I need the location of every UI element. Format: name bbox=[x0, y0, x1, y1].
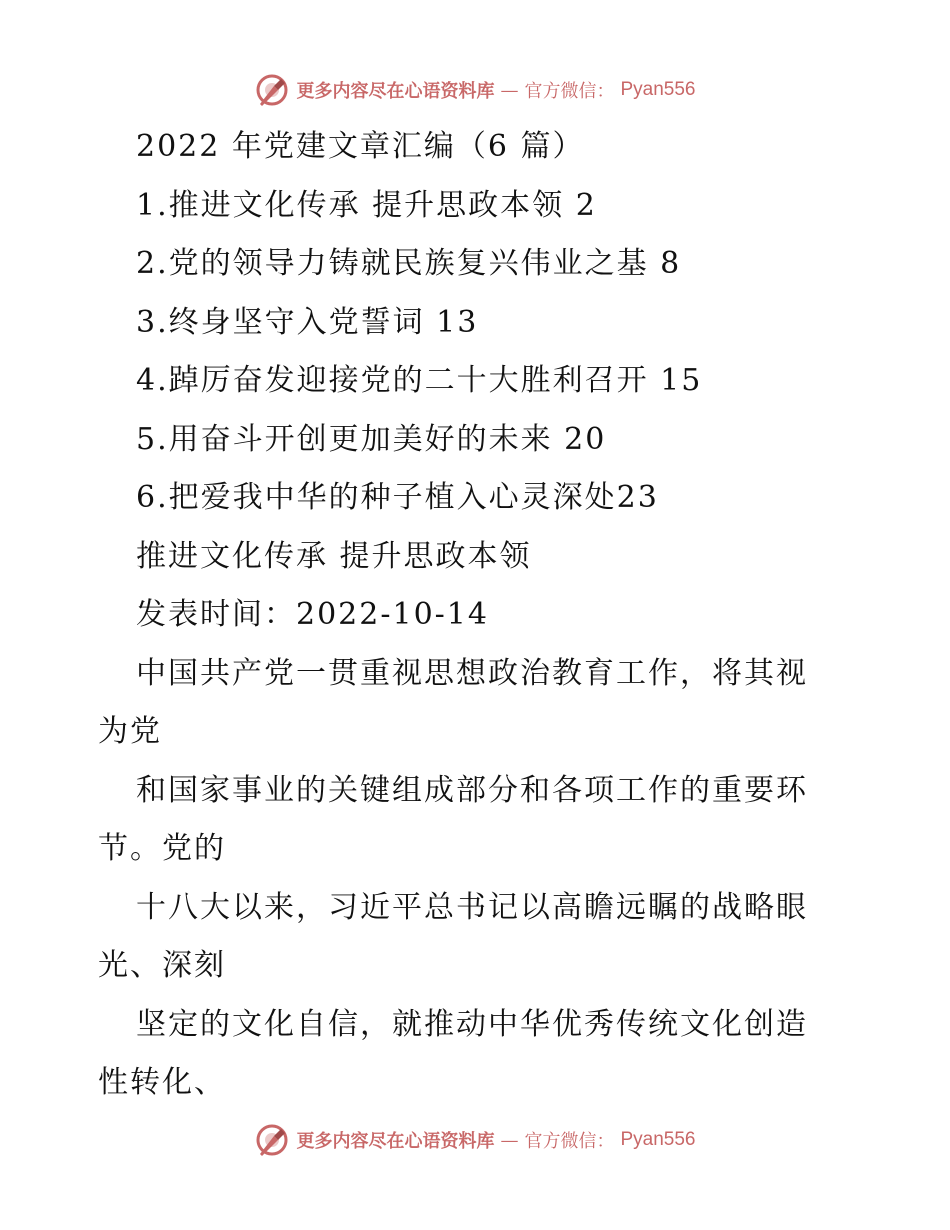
watermark-site-text: 更多内容尽在心语资料库 bbox=[296, 1131, 495, 1152]
footer-watermark bbox=[0, 1120, 950, 1160]
toc-title: 2022 年党建文章汇编（6 篇） bbox=[136, 129, 585, 164]
toc-item-6: 6.把爱我中华的种子植入心灵深处23 bbox=[136, 480, 659, 515]
paragraph-line: 为党 bbox=[98, 714, 162, 749]
article-published-date: 发表时间：2022-10-14 bbox=[136, 597, 489, 632]
toc-item-4: 4.踔厉奋发迎接党的二十大胜利召开 15 bbox=[136, 363, 703, 398]
watermark-site-text: 更多内容尽在心语资料库 bbox=[296, 81, 495, 102]
paragraph-line: 中国共产党一贯重视思想政治教育工作，将其视 bbox=[136, 655, 808, 691]
toc-item-2: 2.党的领导力铸就民族复兴伟业之基 8 bbox=[136, 246, 682, 281]
paragraph-line: 十八大以来，习近平总书记以高瞻远瞩的战略眼 bbox=[136, 889, 808, 925]
paragraph-line: 性转化、 bbox=[98, 1065, 226, 1100]
watermark-wechat-id: Pyan556 bbox=[620, 79, 696, 100]
paragraph-line: 节。党的 bbox=[98, 831, 226, 866]
watermark-wechat-label: 官方微信： bbox=[524, 1131, 615, 1152]
paragraph-line: 光、深刻 bbox=[98, 948, 226, 983]
pen-logo-icon bbox=[254, 1122, 290, 1158]
article-title: 推进文化传承 提升思政本领 bbox=[136, 538, 532, 574]
toc-item-3: 3.终身坚守入党誓词 13 bbox=[136, 304, 479, 340]
paragraph-line: 坚定的文化自信，就推动中华优秀传统文化创造 bbox=[136, 1006, 808, 1042]
paragraph-line: 和国家事业的关键组成部分和各项工作的重要环 bbox=[136, 772, 808, 808]
watermark-wechat-label: 官方微信： bbox=[524, 81, 615, 102]
toc-item-1: 1.推进文化传承 提升思政本领 2 bbox=[136, 187, 597, 223]
watermark-wechat-id: Pyan556 bbox=[620, 1129, 696, 1150]
document-body bbox=[98, 118, 868, 1113]
watermark-dash: — bbox=[500, 1129, 519, 1151]
pen-logo-icon bbox=[254, 72, 290, 108]
toc-item-5: 5.用奋斗开创更加美好的未来 20 bbox=[136, 421, 607, 457]
watermark-dash: — bbox=[500, 79, 519, 101]
header-watermark bbox=[0, 70, 950, 110]
